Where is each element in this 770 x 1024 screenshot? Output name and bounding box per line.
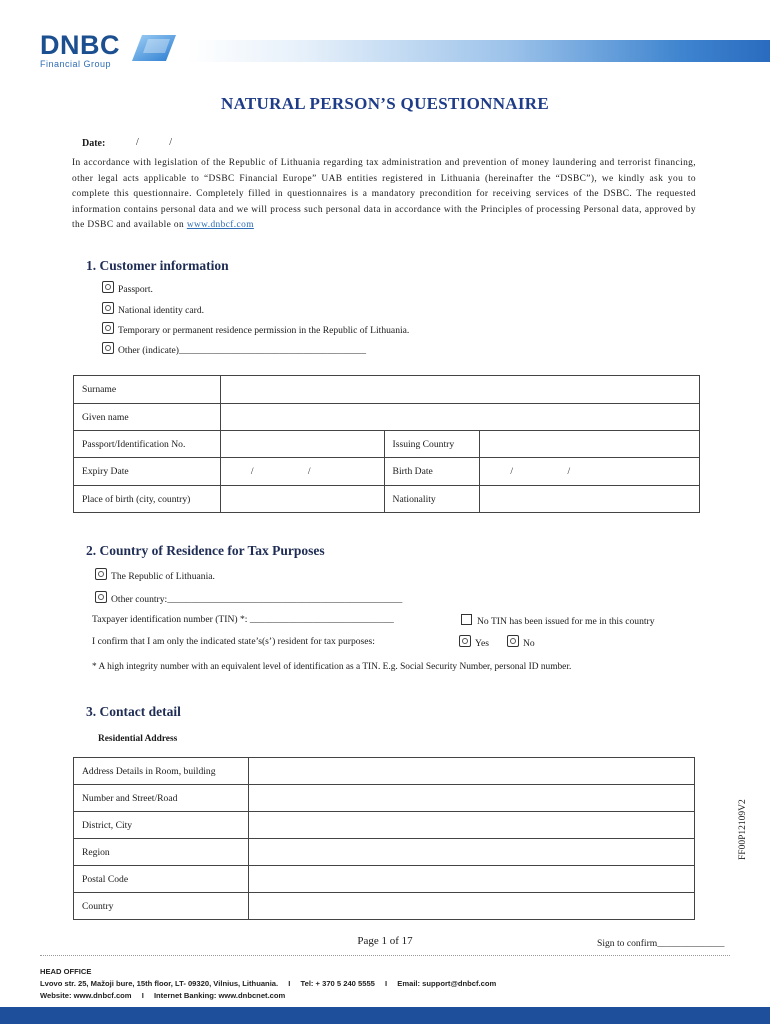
date-field[interactable]: / /: [136, 137, 187, 148]
street-input[interactable]: [248, 785, 694, 812]
page-title: NATURAL PERSON’S QUESTIONNAIRE: [221, 94, 549, 113]
footer-website: Website: www.dnbcf.com: [40, 991, 132, 1000]
footer-contact-line: Lvovo str. 25, Mažoji bure, 15th floor, LT- 09320, Vilnius, Lithuania. I Tel: + 370 5 240 5555 I Email: support@dnbcf.com: [40, 979, 497, 988]
option-lithuania[interactable]: The Republic of Lithuania.: [95, 568, 215, 582]
section-customer-information-title: 1. Customer information: [86, 258, 229, 273]
option-national-id[interactable]: National identity card.: [102, 302, 204, 316]
customer-info-table: [73, 375, 700, 513]
date-label: Date:: [82, 138, 106, 149]
logo-subtitle: Financial Group: [40, 59, 112, 69]
tin-footnote: * A high integrity number with an equivalent level of identification as a TIN. E.g. Social Security Number, personal ID number.: [92, 662, 572, 672]
district-city-input[interactable]: [248, 812, 694, 839]
logo-mark-icon: [132, 31, 176, 63]
issuing-country-label: Issuing Country: [384, 431, 480, 458]
street-label: Number and Street/Road: [74, 785, 249, 812]
radio-icon[interactable]: [95, 591, 107, 603]
footer-email: Email: support@dnbcf.com: [397, 979, 497, 988]
footer-band: [0, 1007, 770, 1024]
given-name-label: Given name: [74, 404, 221, 431]
section-contact-detail-title: 3. Contact detail: [86, 704, 181, 719]
footer-head-office: HEAD OFFICE: [40, 967, 92, 976]
confirm-residence-label: I confirm that I am only the indicated state’s(s’) resident for tax purposes:: [92, 636, 375, 647]
sign-to-confirm[interactable]: Sign to confirm______________: [597, 938, 725, 949]
place-of-birth-label: Place of birth (city, country): [74, 486, 221, 513]
option-residence-permit[interactable]: Temporary or permanent residence permission in the Republic of Lithuania.: [102, 322, 409, 336]
country-label: Country: [74, 893, 249, 920]
place-of-birth-input[interactable]: [220, 486, 384, 513]
footer-divider: [40, 955, 730, 956]
residential-address-subtitle: Residential Address: [98, 734, 178, 744]
postal-code-label: Postal Code: [74, 866, 249, 893]
option-passport[interactable]: Passport.: [102, 281, 153, 295]
birth-date-input[interactable]: / /: [480, 458, 700, 486]
birth-date-label: Birth Date: [384, 458, 480, 486]
website-link[interactable]: www.dnbcf.com: [186, 220, 254, 231]
radio-icon[interactable]: [102, 322, 114, 334]
postal-code-input[interactable]: [248, 866, 694, 893]
radio-icon[interactable]: [102, 281, 114, 293]
address-details-input[interactable]: [248, 758, 694, 785]
footer-address: Lvovo str. 25, Mažoji bure, 15th floor, LT- 09320, Vilnius, Lithuania.: [40, 979, 279, 988]
expiry-date-input[interactable]: / /: [220, 458, 384, 486]
form-code: FF00P12109V2: [738, 799, 748, 860]
intro-paragraph: [72, 156, 696, 234]
option-other-country[interactable]: Other country:_________________________________________________: [95, 591, 402, 605]
surname-input[interactable]: [220, 376, 699, 404]
passport-no-label: Passport/Identification No.: [74, 431, 221, 458]
page-number: Page 1 of 17: [357, 935, 413, 947]
region-label: Region: [74, 839, 249, 866]
section-tax-residence-title: 2. Country of Residence for Tax Purposes: [86, 543, 325, 558]
radio-icon[interactable]: [459, 635, 471, 647]
region-input[interactable]: [248, 839, 694, 866]
option-yes[interactable]: Yes: [459, 635, 489, 649]
expiry-date-label: Expiry Date: [74, 458, 221, 486]
country-input[interactable]: [248, 893, 694, 920]
passport-no-input[interactable]: [220, 431, 384, 458]
option-other[interactable]: Other (indicate)_______________________________________: [102, 342, 366, 356]
district-city-label: District, City: [74, 812, 249, 839]
radio-icon[interactable]: [507, 635, 519, 647]
footer-web-line: Website: www.dnbcf.com I Internet Banking: www.dnbcnet.com: [40, 991, 286, 1000]
option-no[interactable]: No: [507, 635, 535, 649]
logo-wordmark: DNBC: [40, 30, 120, 60]
radio-icon[interactable]: [95, 568, 107, 580]
no-tin-checkbox[interactable]: No TIN has been issued for me in this country: [461, 614, 655, 627]
address-details-label: Address Details in Room, building: [74, 758, 249, 785]
tin-field[interactable]: Taxpayer identification number (TIN) *: ______________________________: [92, 614, 394, 625]
footer-tel: Tel: + 370 5 240 5555: [300, 979, 375, 988]
nationality-input[interactable]: [480, 486, 700, 513]
nationality-label: Nationality: [384, 486, 480, 513]
header-band: [187, 40, 770, 62]
contact-detail-table: [73, 757, 695, 920]
checkbox-icon[interactable]: [461, 614, 472, 625]
issuing-country-input[interactable]: [480, 431, 700, 458]
intro-text: In accordance with legislation of the Republic of Lithuania regarding tax administration and prevention of money laundering and terrorist financing, other legal acts applicable to “DSBC Financial Europe” UAB entities registered in Lithuania (hereinafter the “DSBC”), we kindly ask you to complete this questionnaire. Completely filled in questionnaires is a mandatory precondition for receiving services of the DSBC. The requested information contains personal data and we will process such personal data in accordance with the Principles of processing Personal data, approved by the DSBC and available on: [72, 158, 696, 231]
surname-label: Surname: [74, 376, 221, 404]
radio-icon[interactable]: [102, 342, 114, 354]
radio-icon[interactable]: [102, 302, 114, 314]
given-name-input[interactable]: [220, 404, 699, 431]
footer-internet-banking: Internet Banking: www.dnbcnet.com: [153, 991, 286, 1000]
